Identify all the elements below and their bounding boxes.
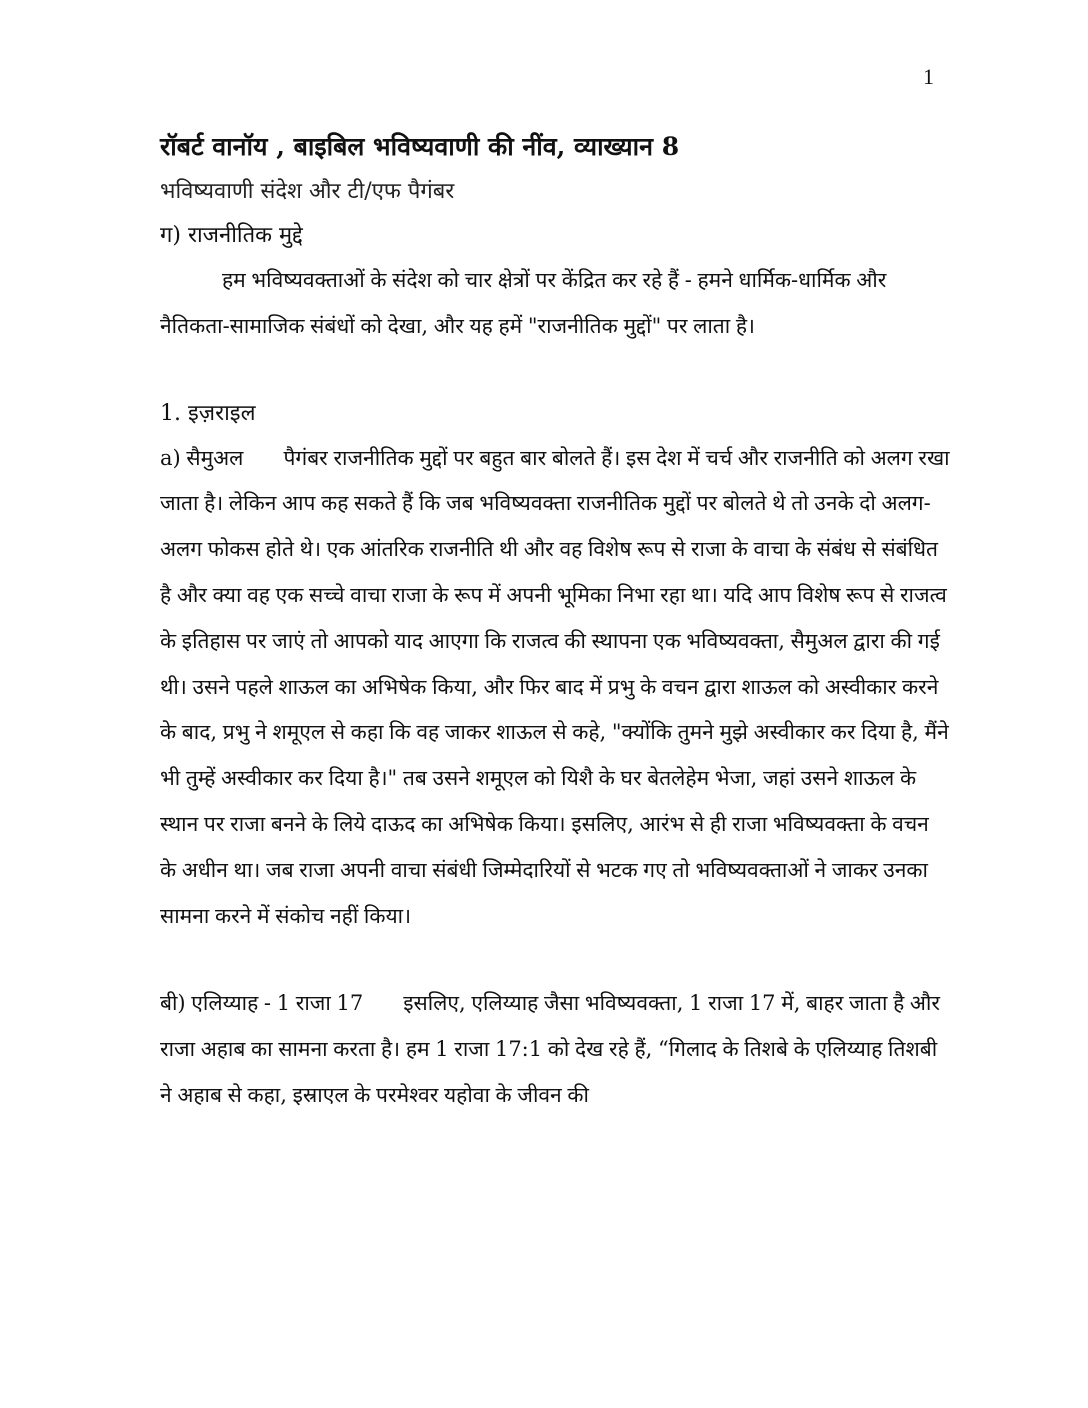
elijah-label: बी) एलिय्याह - 1 राजा 17 (160, 991, 364, 1016)
intro-paragraph: हम भविष्यवक्ताओं के संदेश को चार क्षेत्रों पर केंद्रित कर रहे हैं - हमने धार्मिक-धार्मिक और नैतिकता-सामाजिक संबंधों को देखा, और यह हमें "राजनीतिक मुद्दों" पर लाता है। (160, 268, 887, 338)
page-number: 1 (923, 64, 934, 89)
paragraph-spacing (160, 350, 950, 392)
samuel-label: a) सैमुअल (160, 445, 244, 470)
lecture-title: रॉबर्ट वानॉय , बाइबिल भविष्यवाणी की नींव, व्याख्यान 8 (160, 132, 680, 161)
document-content (160, 124, 950, 1119)
samuel-section (160, 436, 950, 940)
subsection-heading-israel: 1. इज़राइल (160, 400, 256, 426)
elijah-paragraph: इसलिए, एलिय्याह जैसा भविष्यवक्ता, 1 राजा 17 में, बाहर जाता है और राजा अहाब का सामना करता है। हम 1 राजा 17:1 को देख रहे हैं, “गिलाद के तिशबे के एलिय्याह तिशबी ने अहाब से कहा, इस्राएल के परमेश्वर यहोवा के जीवन की (160, 991, 940, 1107)
samuel-paragraph: पैगंबर राजनीतिक मुद्दों पर बहुत बार बोलते हैं। इस देश में चर्च और राजनीति को अलग रखा जाता है। लेकिन आप कह सकते हैं कि जब भविष्यवक्ता राजनीतिक मुद्दों पर बोलते थे तो उनके दो अलग-अलग फोकस होते थे। एक आंतरिक राजनीति थी और वह विशेष रूप से राजा के वाचा के संबंध से संबंधित है और क्या वह एक सच्चे वाचा राजा के रूप में अपनी भूमिका निभा रहा था। यदि आप विशेष रूप से राजत्व के इतिहास पर जाएं तो आपको याद आएगा कि राजत्व की स्थापना एक भविष्यवक्ता, सैमुअल द्वारा की गई थी। उसने पहले शाऊल का अभिषेक किया, और फिर बाद में प्रभु के वचन द्वारा शाऊल को अस्वीकार करने के बाद, प्रभु ने शमूएल से कहा कि वह जाकर शाऊल से कहे, "क्योंकि तुमने मुझे अस्वीकार कर दिया है, मैंने भी तुम्हें अस्वीकार कर दिया है।" तब उसने शमूएल को यिशै के घर बेतलेहेम भेजा, जहां उसने शाऊल के स्थान पर राजा बनने के लिये दाऊद का अभिषेक किया। इसलिए, आरंभ से ही राजा भविष्यवक्ता के वचन के अधीन था। जब राजा अपनी वाचा संबंधी जिम्मेदारियों से भटक गए तो भविष्यवक्ताओं ने जाकर उनका सामना करने में संकोच नहीं किया। (160, 445, 950, 928)
paragraph-spacing (160, 939, 950, 981)
lecture-subtitle: भविष्यवाणी संदेश और टी/एफ पैगंबर (160, 179, 455, 204)
section-heading-political-issues: ग) राजनीतिक मुद्दे (160, 223, 303, 248)
elijah-section (160, 981, 950, 1118)
